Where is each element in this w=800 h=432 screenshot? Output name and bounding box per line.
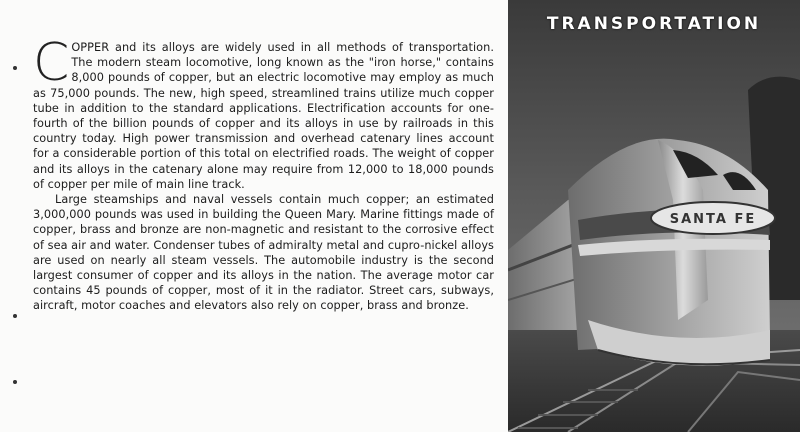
paragraph-copper-ships-automobiles: Large steamships and naval vessels contain much copper; an estimated 3,000,000 pounds was used in building the Queen Mary. Marine fittings made of copper, brass and bronze are non-magnetic and resistant to the corrosive effect of sea air and water. Condenser tubes of admiralty metal and cupro-nickel alloys are used on nearly all steam vessels. The automobile industry is the second largest consumer of copper and its alloys in the nation. The average motor car contains 45 pounds of copper, most of it in the radiator. Street cars, subways, aircraft, motor coaches and elevators also rely on copper, brass and bronze. <box>33 193 494 313</box>
margin-mark <box>13 314 17 318</box>
section-heading: TRANSPORTATION <box>546 14 762 34</box>
body-text <box>33 33 494 314</box>
locomotive-lettering: SANTA FE <box>669 212 757 227</box>
margin-mark <box>13 380 17 384</box>
paragraph-copper-railroads: COPPER and its alloys are widely used in all methods of transportation. The modern steam locomotive, long known as the "iron horse," contains 8,000 pounds of copper, but an electric locomotive may employ as much as 75,000 pounds. The new, high speed, streamlined trains utilize much copper tube in addition to the standard applications. Electrification accounts for one-fourth of the billion pounds of copper and its alloys in use by railroads in this country today. High power transmission and overhead catenary lines account for a considerable portion of this total on electrified roads. The weight of copper and its alloys in the catenary alone may require from 12,000 to 18,000 pounds of copper per mile of main line track. <box>33 33 494 191</box>
locomotive-photo <box>508 0 800 432</box>
margin-mark <box>13 66 17 70</box>
